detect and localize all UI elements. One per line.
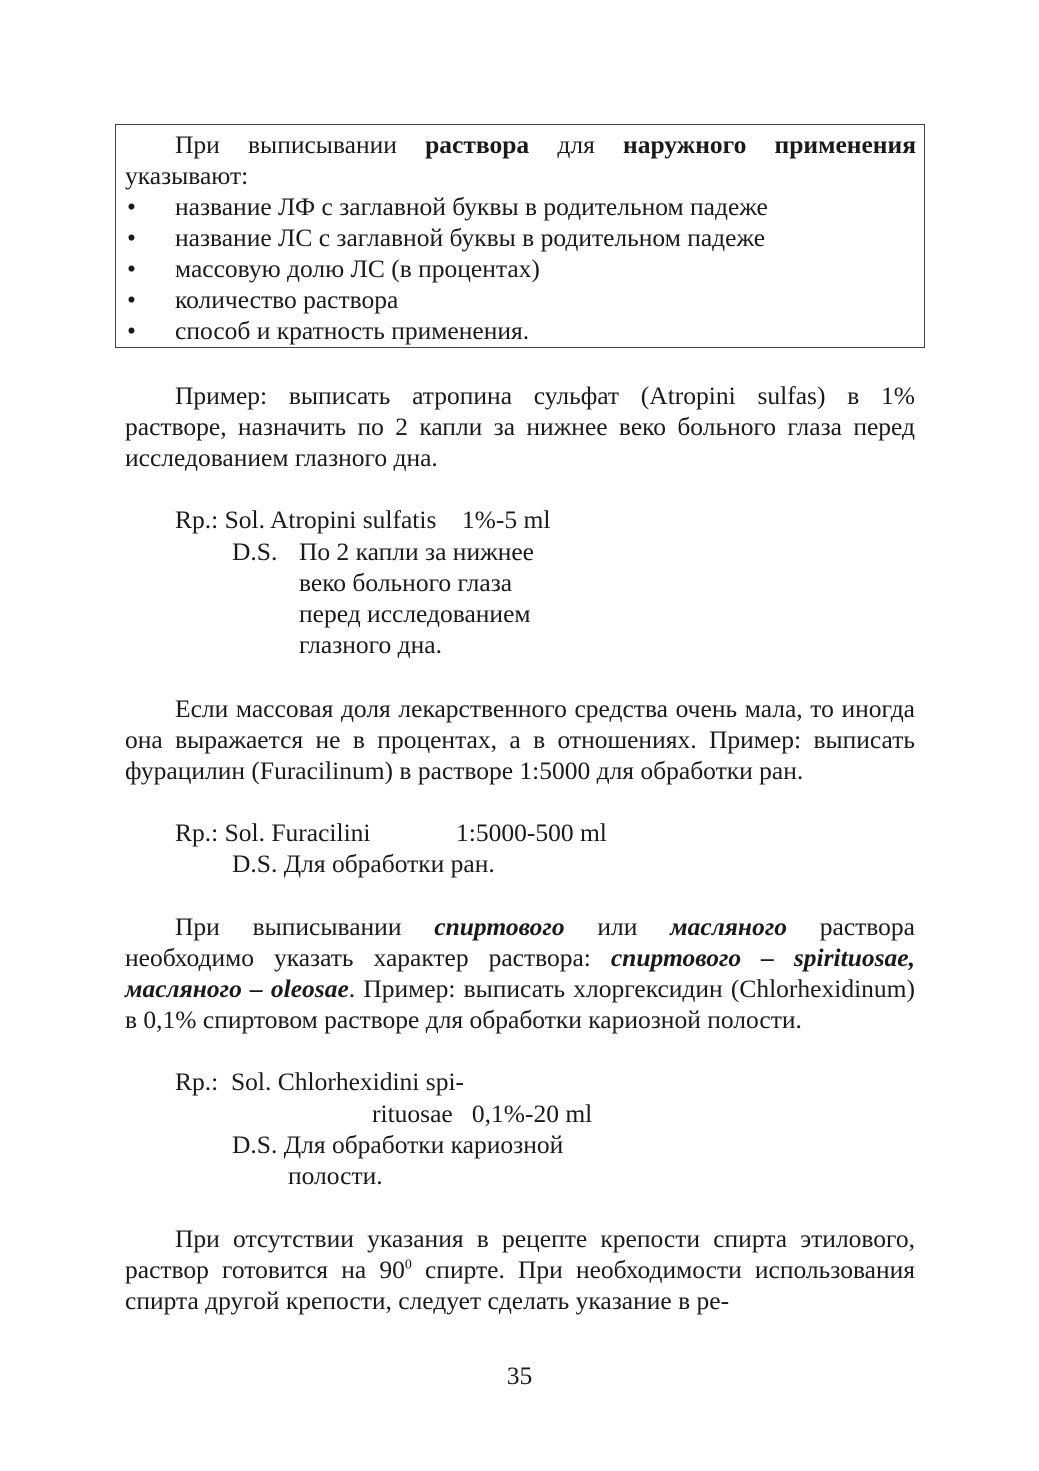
prescription-furacilin-rp: Rp.: Sol. Furacilini	[175, 818, 371, 847]
prescription-chlorhexidine-continuation: rituosae 0,1%-20 ml	[372, 1099, 593, 1128]
intro-text: указывают:	[125, 161, 249, 190]
prescription-furacilin-ds: D.S. Для обработки ран.	[232, 849, 495, 878]
requirements-list	[125, 191, 916, 346]
emphasis-latin-terms: спиртового – spirituosae, масляного – oleosae	[125, 943, 915, 1003]
paragraph-text: или	[564, 912, 671, 941]
paragraph-text: . Пример: выписать хлоргексидин (Chlorhexidinum) в 0,1% спиртовом растворе для обработки кариозной полости.	[125, 974, 915, 1034]
prescription-chlorhexidine-rp: Rp.: Sol. Chlorhexidini spi-	[175, 1067, 465, 1096]
paragraph-spirit-oil-solutions	[125, 911, 915, 1035]
prescription-furacilin-dose: 1:5000-500 ml	[456, 818, 607, 847]
intro-bold-solution: раствора	[425, 130, 530, 159]
paragraph-text: При отсутствии указания в рецепте крепости спирта этилового, раствор готовится на 90	[125, 1224, 915, 1284]
prescription-chlorhexidine-ds-line: полости.	[288, 1161, 383, 1190]
prescription-chlorhexidine-ds: D.S. Для обработки кариозной	[232, 1130, 564, 1159]
list-item: • название ЛФ с заглавной буквы в родительном падеже	[125, 191, 916, 222]
info-box-intro	[125, 129, 916, 191]
paragraph-furacilin-example: Если массовая доля лекарственного средства очень мала, то иногда она выражается не в процентах, а в отношениях. Пример: выписать фурацилин (Furacilinum) в растворе 1:5000 для обработки ран.	[125, 694, 915, 785]
intro-text: При выписывании	[175, 130, 426, 159]
info-box	[115, 124, 925, 348]
paragraph-text: раствора необходимо указать характер раствора:	[125, 912, 915, 972]
prescription-atropine-ds-label: D.S.	[232, 537, 278, 566]
prescription-atropine-ds-line: По 2 капли за нижнее	[299, 537, 535, 566]
list-item: • массовую долю ЛС (в процентах)	[125, 253, 916, 284]
prescription-atropine-ds-line: глазного дна.	[299, 630, 442, 659]
prescription-atropine-ds-line: веко больного глаза	[299, 568, 513, 597]
list-item: • название ЛС с заглавной буквы в родительном падеже	[125, 222, 916, 253]
emphasis-spirit: спиртового	[434, 912, 565, 941]
prescription-atropine-rp: Rp.: Sol. Atropini sulfatis 1%-5 ml	[175, 505, 551, 534]
list-item: • способ и кратность применения.	[125, 315, 916, 346]
paragraph-ethanol-strength	[125, 1223, 915, 1316]
page-number: 35	[506, 1361, 533, 1390]
prescription-atropine-ds-line: перед исследованием	[299, 599, 531, 628]
intro-text: для	[529, 130, 624, 159]
paragraph-text: При выписывании	[175, 912, 435, 941]
paragraph-atropine-example: Пример: выписать атропина сульфат (Atropini sulfas) в 1% растворе, назначить по 2 капли за нижнее веко больного глаза перед исследованием глазного дна.	[125, 381, 915, 472]
degree-superscript: 0	[404, 1257, 412, 1273]
intro-bold-external-use: наружного применения	[623, 130, 916, 159]
emphasis-oil: масляного	[670, 912, 787, 941]
paragraph-text: спирте. При необходимости использования спирта другой крепости, следует сделать указание в ре-	[125, 1255, 915, 1315]
list-item: • количество раствора	[125, 284, 916, 315]
